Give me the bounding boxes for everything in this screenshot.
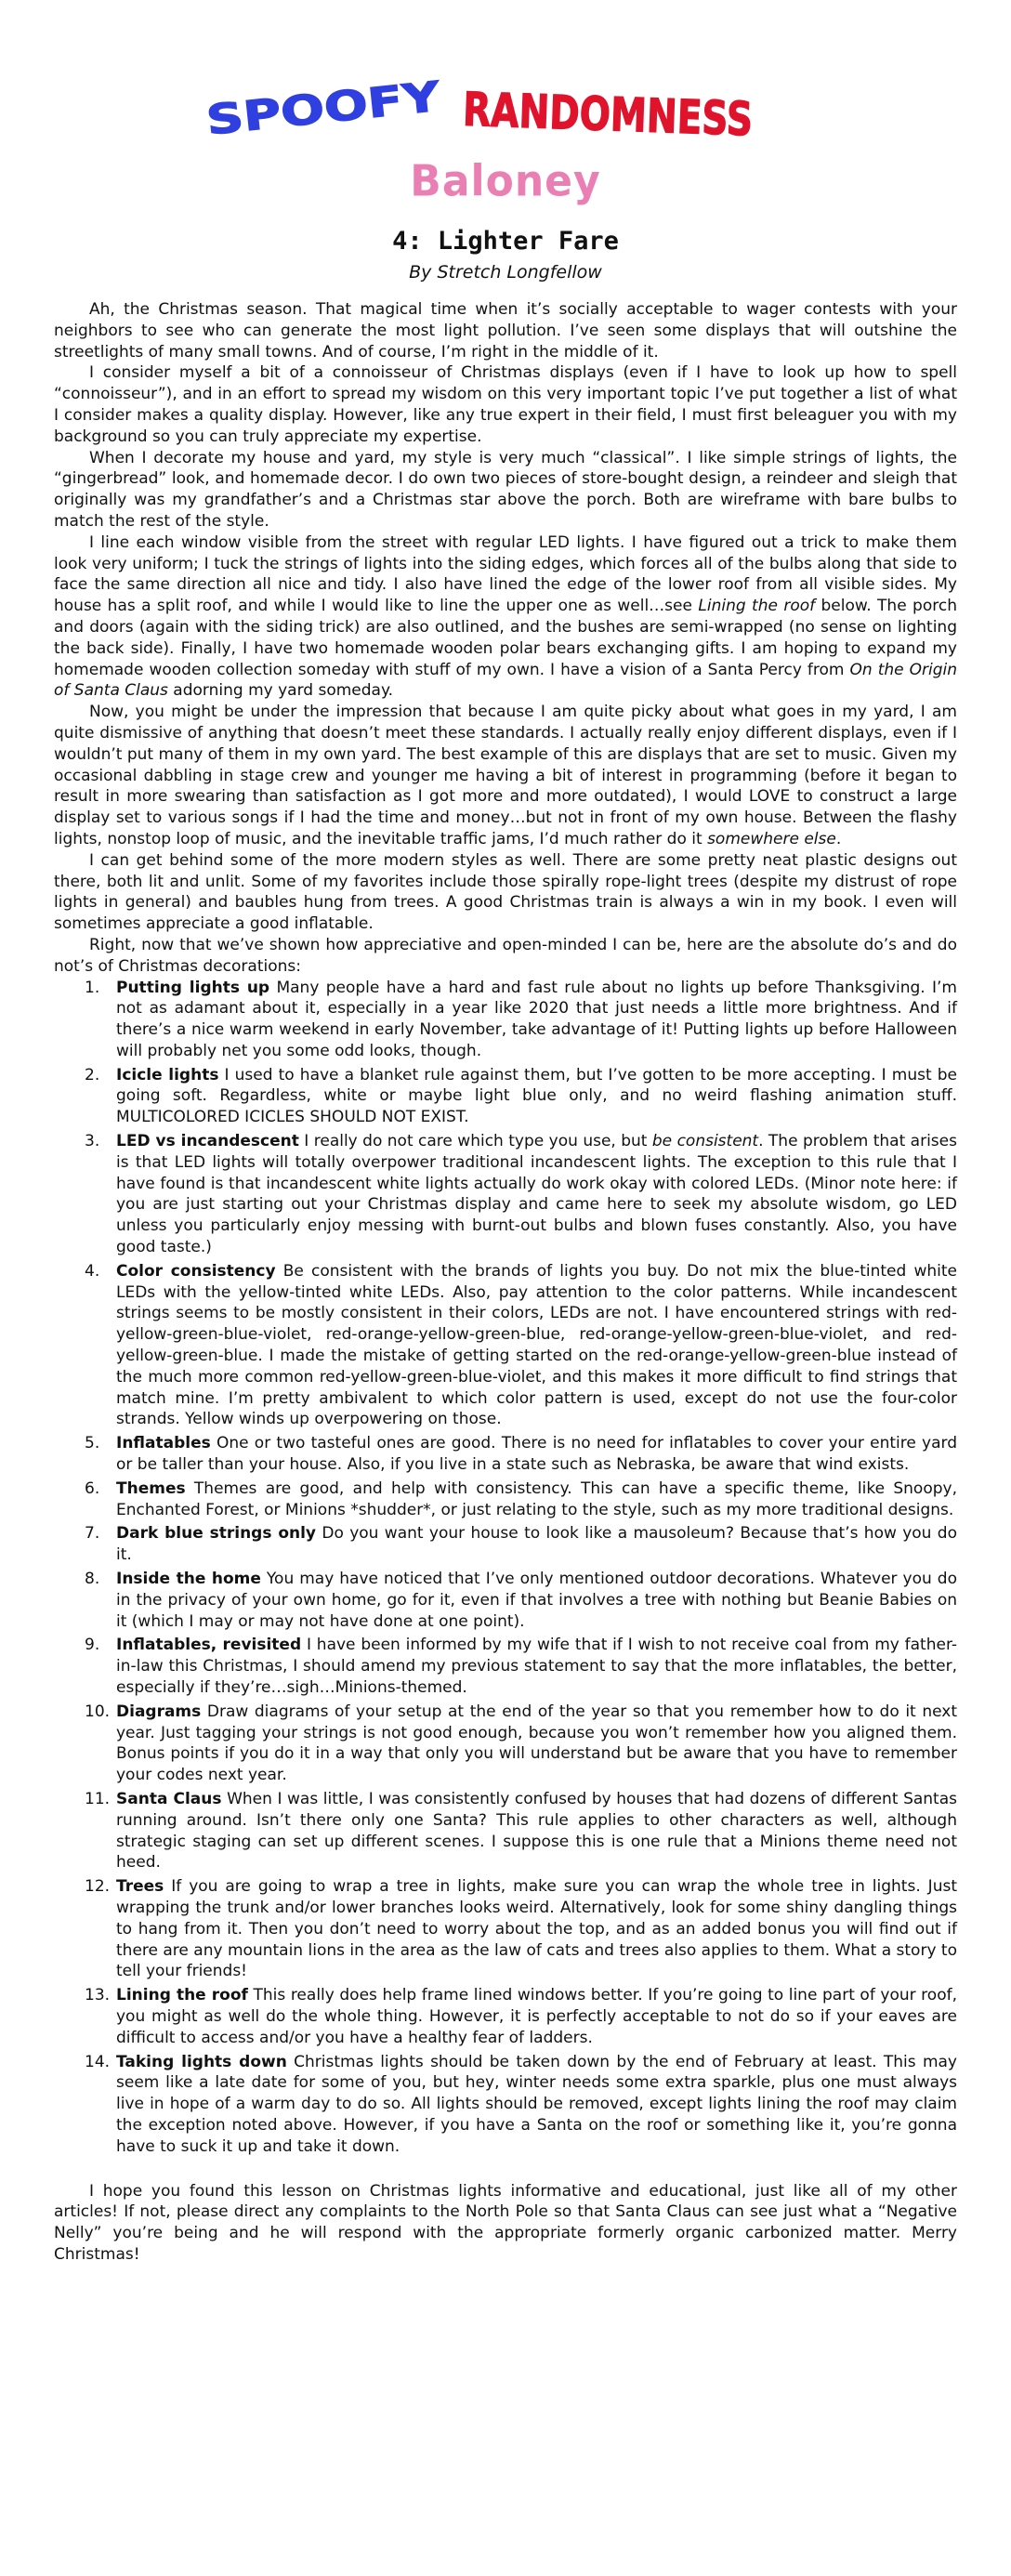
logo-word-spoofy: SPOOFY — [204, 78, 395, 145]
emphasis: Lining the roof — [698, 597, 816, 616]
paragraph: When I decorate my house and yard, my style is very much “classical”. I like simple strings of lights, the “gingerbread” look, and homemade decor. I do own two pieces of store-bought design, a reindeer and sleigh that originally was my grandfather’s and a Christmas star above the porch. Both are wireframe with bare bulbs to match the rest of the style. — [54, 448, 957, 531]
closing-paragraph: I hope you found this lesson on Christmas lights informative and educational, just like all of my other articles! If not, please direct any complaints to the North Pole so that Santa Claus can see just what a “Negative Nelly” you’re being and he will respond with the appropriate formerly organic carbonized matter. Merry Christmas! — [54, 2181, 957, 2264]
list-heading: Lining the roof — [116, 1986, 248, 2005]
list-number: 9. — [85, 1636, 100, 1655]
list-text: This really does help frame lined windows better. If you’re going to line part of your roof, you might as well do the whole thing. However, it is perfectly acceptable to not do so if your eaves are difficult to access and/or you have a healthy fear of ladders. — [116, 1986, 957, 2047]
article-byline: By Stretch Longfellow — [409, 262, 602, 283]
list-heading: Color consistency — [116, 1261, 276, 1281]
list-number: 14. — [85, 2052, 111, 2071]
paragraph — [54, 702, 957, 850]
list-item — [54, 1131, 957, 1258]
list-number: 7. — [85, 1524, 100, 1544]
list-heading: Inside the home — [116, 1570, 261, 1589]
list-text: One or two tasteful ones are good. There is no need for inflatables to cover your entire yard or be taller than your house. Also, if you live in a state such as Nebraska, be aware that wind exists. — [116, 1434, 957, 1475]
article-title: 4: Lighter Fare — [392, 227, 619, 256]
list-heading: Dark blue strings only — [116, 1524, 317, 1544]
paragraph — [54, 532, 957, 702]
list-text: Draw diagrams of your setup at the end of the year so that you remember how to do it next year. Just tagging your strings is not good enough, because you won’t remember how you aligned them. Bonus points if you do it in a way that only you will understand but be aware that you have to remember your codes next year. — [116, 1702, 957, 1785]
list-item — [54, 1065, 957, 1128]
rules-list — [54, 978, 957, 2158]
list-heading: Inflatables, revisited — [116, 1636, 302, 1655]
list-item — [54, 978, 957, 1062]
list-item — [54, 1985, 957, 2048]
list-text: I used to have a blanket rule against them, but I’ve gotten to be more accepting. I must be going soft. Regardless, white or maybe light blue only, and no weird flashing animation stuff. MULTICOLORED ICICLES SHOULD NOT EXIST. — [116, 1065, 957, 1127]
list-item — [54, 1433, 957, 1476]
text-run: . — [835, 829, 842, 848]
logo-word-randomness: RANDOMNESS — [462, 82, 834, 150]
list-text: Be consistent with the brands of lights you buy. Do not mix the blue-tinted white LEDs with the yellow-tinted white LEDs. Also, pay attention to the color patterns. While incandescent strings seems to be mostly consistent in their colors, LEDs are not. I have encountered strings with red-yellow-green-blue-violet, red-orange-yellow-green-blue, red-orange-yellow-green-blue-violet, and red-yellow-green-blue. I made the mistake of getting started on the red-orange-yellow-green-blue instead of the much more common red-yellow-green-blue-violet, and this makes it more difficult to find strings that match mine. I’m pretty ambivalent to which color pattern is used, except do not use the four-color strands. Yellow winds up overpowering on those. — [116, 1261, 957, 1429]
list-text: I have been informed by my wife that if I wish to not receive coal from my father-in-law this Christmas, I should amend my previous statement to say that the more inflatables, the better, especially if they’re…sigh…Minions-themed. — [116, 1636, 957, 1697]
list-number: 6. — [85, 1479, 100, 1498]
list-text: Do you want your house to look like a mausoleum? Because that’s how you do it. — [116, 1524, 957, 1565]
text-run: adorning my yard someday. — [167, 681, 393, 701]
text-run: I line each window visible from the street with regular LED lights. I have figured out a trick to make them look very uniform; I tuck the strings of lights into the siding edges, which forces all of the bulbs along that side to face the same direction all nice and tidy. I also have lined the edge of the lower roof from all visible sides. My house has a split roof, and while I would like to line the upper one as well…see — [54, 532, 957, 616]
text-run: below. The porch and doors (again with the siding trick) are also outlined, and the bushes are semi-wrapped (no sense on lighting the back side). Finally, I have two homemade wooden polar bears exchanging gifts. I am hoping to expand my homemade wooden collection someday with stuff of my own. I have a vision of a Santa Percy from — [54, 597, 957, 679]
masthead-logo — [0, 65, 1011, 167]
text-run: Now, you might be under the impression that because I am quite picky about what goes in my yard, I am quite dismissive of anything that doesn’t meet these standards. I actually really enjoy different displays, even if I wouldn’t put many of them in my own yard. The best example of this are displays that are set to music. Given my occasional dabbling in stage crew and younger me having a bit of interest in programming (before it began to result in more swearing than satisfaction as I got more and more outdated), I would LOVE to construct a large display set to various songs if I had the time and money…but not in front of my own house. Between the flashy lights, nonstop loop of music, and the inevitable traffic jams, I’d much rather do it — [54, 703, 957, 848]
list-heading: LED vs incandescent — [116, 1132, 299, 1151]
list-item — [54, 1635, 957, 1698]
list-text: If you are going to wrap a tree in lights, make sure you can wrap the whole tree in lights. Just wrapping the trunk and/or lower branches looks weird. Alternatively, look for some shiny dangling things to hang from it. Then you don’t need to worry about the top, and as an added bonus you will find out if there are any mountain lions in the area as the law of cats and trees also applies to them. What a story to tell your friends! — [116, 1877, 957, 1981]
list-item — [54, 1479, 957, 1521]
list-text: . The problem that arises is that LED lights will totally overpower traditional incandescent lights. The exception to this rule that I have found is that incandescent white lights actually do work okay with colored LEDs. (Minor note here: if you are just starting out your Christmas display and came here to seek my absolute wisdom, go LED unless you particularly enjoy messing with burnt-out bulbs and blown fuses constantly. Also, you have good taste.) — [116, 1132, 957, 1257]
list-heading: Diagrams — [116, 1702, 202, 1721]
list-number: 8. — [85, 1570, 100, 1589]
list-heading: Taking lights down — [116, 2052, 287, 2071]
list-heading: Putting lights up — [116, 978, 270, 997]
list-text: Themes are good, and help with consistency. This can have a specific theme, like Snoopy, Enchanted Forest, or Minions *shudder*, or just relating to the style, such as my more traditional designs. — [116, 1479, 957, 1519]
list-text: When I was little, I was consistently confused by houses that had dozens of different Santas running around. Isn’t there only one Santa? This rule applies to other characters as well, although strategic staging can set up different scenes. I suppose this is one rule that a Minions theme need not heed. — [116, 1789, 957, 1873]
list-number: 1. — [85, 978, 100, 997]
list-text: Christmas lights should be taken down by the end of February at least. This may seem like a late date for some of you, but hey, winter needs some extra sparkle, plus one must always live in hope of a warm day to do so. All lights should be removed, except lights lining the roof may claim the exception noted above. However, if you have a Santa on the roof or something like it, you’re gonna have to suck it up and take it down. — [116, 2052, 957, 2156]
list-heading: Icicle lights — [116, 1065, 219, 1084]
list-number: 11. — [85, 1789, 111, 1808]
article-body — [54, 299, 957, 2266]
paragraph: Ah, the Christmas season. That magical time when it’s socially acceptable to wager contests with your neighbors to see who can generate the most light pollution. I’ve seen some displays that will outshine the streetlights of many small towns. And of course, I’m right in the middle of it. — [54, 300, 957, 361]
list-item — [54, 1876, 957, 1982]
list-text: Many people have a hard and fast rule about no lights up before Thanksgiving. I’m not as adamant about it, especially in a year like 2020 that just needs a little more brightness. And if there’s a nice warm weekend in early November, take advantage of it! Putting lights up before Halloween will probably net you some odd looks, though. — [116, 978, 957, 1060]
emphasis: be consistent — [651, 1132, 759, 1151]
series-name: Baloney — [410, 156, 601, 207]
list-number: 3. — [85, 1132, 100, 1151]
logo-svg — [0, 65, 1011, 167]
list-heading: Inflatables — [116, 1434, 211, 1453]
list-number: 12. — [85, 1877, 111, 1897]
paragraph: I can get behind some of the more modern styles as well. There are some pretty neat plastic designs out there, both lit and unlit. Some of my favorites include those spirally rope-light trees (despite my distrust of rope lights in general) and baubles hung from trees. A good Christmas train is always a win in my book. I even will sometimes appreciate a good inflatable. — [54, 850, 957, 934]
list-number: 4. — [85, 1261, 100, 1281]
list-number: 10. — [85, 1702, 111, 1721]
list-item — [54, 1569, 957, 1632]
list-text: I really do not care which type you use, but — [298, 1132, 652, 1151]
list-item — [54, 1702, 957, 1786]
list-item — [54, 1789, 957, 1873]
list-text: You may have noticed that I’ve only mentioned outdoor decorations. Whatever you do in the privacy of your own home, go for it, even if that involves a tree with nothing but Beanie Babies on it (which I may or may not have done at one point). — [116, 1570, 957, 1631]
emphasis: On the Origin of Santa Claus — [54, 660, 958, 701]
list-heading: Themes — [116, 1479, 186, 1498]
list-item — [54, 1261, 957, 1430]
paragraph: I consider myself a bit of a connoisseur of Christmas displays (even if I have to look up how to spell “connoisseur”), and in an effort to spread my wisdom on this very important topic I’ve put together a list of what I consider makes a quality display. However, like any true expert in their field, I must first beleaguer you with my background so you can truly appreciate my expertise. — [54, 363, 957, 446]
list-heading: Santa Claus — [116, 1789, 222, 1808]
list-item — [54, 1523, 957, 1566]
list-item — [54, 2052, 957, 2158]
list-heading: Trees — [116, 1877, 164, 1897]
list-number: 13. — [85, 1986, 111, 2005]
list-number: 5. — [85, 1434, 100, 1453]
emphasis: somewhere else — [707, 829, 836, 848]
paragraph: Right, now that we’ve shown how appreciative and open-minded I can be, here are the absolute do’s and do not’s of Christmas decorations: — [54, 935, 957, 976]
list-number: 2. — [85, 1065, 100, 1084]
